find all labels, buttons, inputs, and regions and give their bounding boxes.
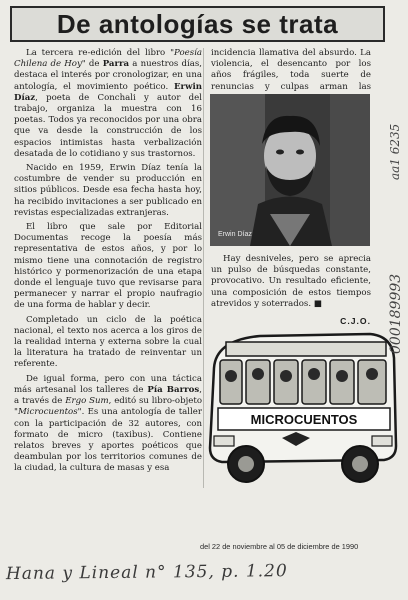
paragraph-3: El libro que sale por Editorial Documentas recoge la poesía más representativa de estos años, y por lo mismo tiene una connotación de registro histórico y pormenorización de una etapa donde el lenguaje tuvo que revisarse para permanecer y narrar el propio naufragio de una forma de hablar y decir. xyxy=(14,222,202,311)
margin-note-bottom: 000189993 xyxy=(388,273,404,354)
portrait-image xyxy=(210,94,370,246)
dateline: del 22 de noviembre al 05 de diciembre de 1990 xyxy=(200,542,359,551)
margin-note-top: aa1 6235 xyxy=(388,123,402,180)
photo-caption: Erwin Díaz xyxy=(218,231,252,238)
headline: De antologías se trata xyxy=(10,6,385,42)
paragraph-5: De igual forma, pero con una táctica más artesanal los talleres de Pía Barros, a través de Ergo Sum, editó su libro-objeto "Microcuentos". Es una antología de taller con la participación de 32 autores, con formato de micro (taxibus). Contiene relatos breves y aportes poéticos que deambulan por los territorios comunes de la ciudad, la cultura de masas y esa xyxy=(14,373,202,474)
article-left-column xyxy=(14,48,202,475)
paragraph-1: La tercera re-edición del libro "Poesía Chilena de Hoy" de Parra a nuestros días, destaca el interés por cronologizar, en una antología, el movimiento poético. Erwin Díaz, poeta de Conchali y autor del trabajo, organiza la muestra con 16 poetas. Todos ya reconocidos por una obra que va desde la construcción de los espacios intimistas hasta verbalización desatada de lo cotidiano y sus trastornos. xyxy=(14,48,202,159)
author-photo xyxy=(210,94,370,246)
bus-illustration xyxy=(200,328,400,488)
paragraph-7: Hay desniveles, pero se aprecia un pulso de búsquedas constante, provocativo. Un resultado eficiente, una composición de estos tiempos atrevidos y soterrados. ■ xyxy=(211,254,371,309)
paragraph-6: incidencia llamativa del absurdo. La violencia, el desencanto por los años frágiles, toda suerte de renuncias y culpas arman las xyxy=(211,48,371,92)
handwritten-footer: Hana y Lineal n° 135, p. 1.20 xyxy=(5,561,288,585)
bus-cartoon xyxy=(200,328,400,488)
paragraph-4: Completado un ciclo de la poética nacional, el texto nos acerca a los giros de la realidad interna y externa sobre la cual la literatura ha tratado de reinventar un referente. xyxy=(14,314,202,370)
article-right-column-bottom xyxy=(211,254,371,310)
paragraph-2: Nacido en 1959, Erwin Díaz tenía la costumbre de vender su producción en sitios públicos. Desde esa fecha hasta hoy, ha recibido invitaciones a ser publicado en revistas especializadas extranjeras. xyxy=(14,163,202,218)
author-credit: C.J.O. xyxy=(340,316,371,326)
bus-sign: MICROCUENTOS xyxy=(250,412,358,427)
